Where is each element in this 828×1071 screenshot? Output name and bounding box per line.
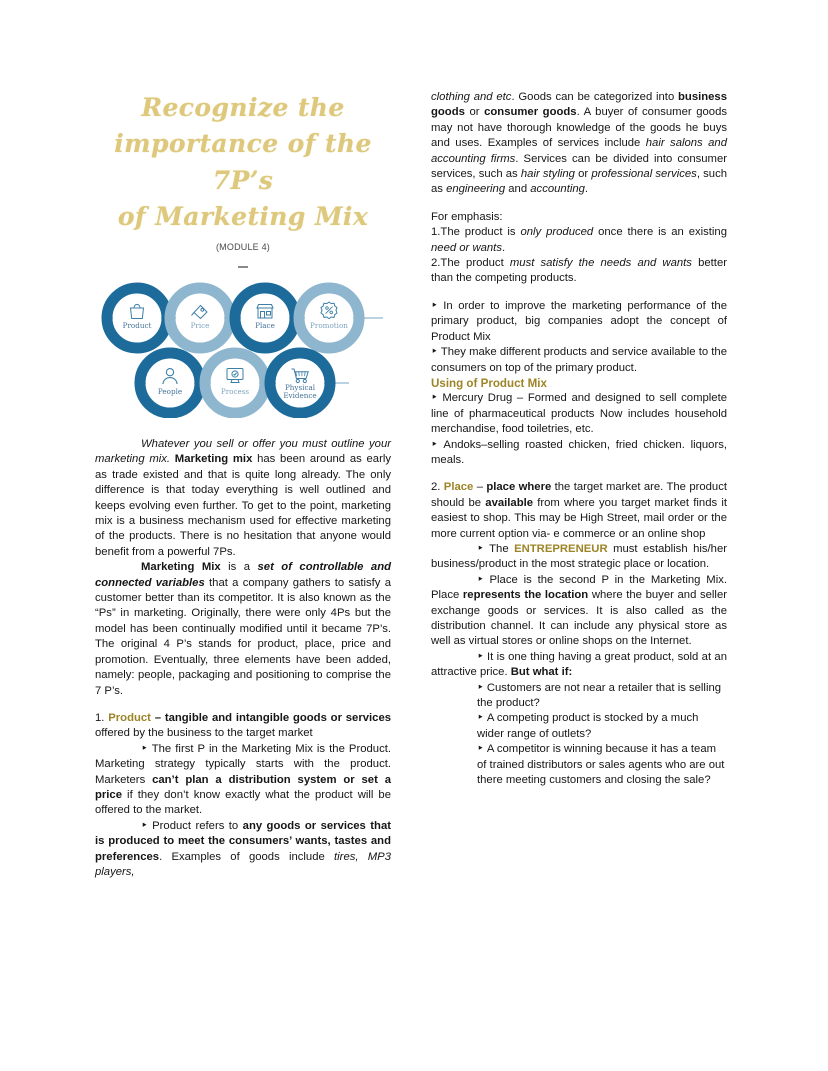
what-if-text-3: A competitor is winning because it has a team of trained distributors or sales agents who are out there meeting customers and closing the sale? <box>477 743 725 787</box>
emphasis-item-2 <box>431 256 727 287</box>
diagram-node-process <box>205 353 265 413</box>
paragraph-goods-services-continued <box>431 90 727 198</box>
for-emphasis-header: For emphasis: <box>431 210 503 223</box>
what-if-list <box>477 681 727 789</box>
cont-text-6: , such as <box>431 168 728 196</box>
bullet-andoks <box>431 438 727 469</box>
bullet2-bold: any goods or services that is produced to meet the consumers’ wants, tastes and preferences <box>95 819 391 863</box>
cont-text-3: . A buyer of consumer goods may not have thorough knowledge of the goods he buys and uses. Examples of services include <box>431 106 727 150</box>
arrow-bullet-icon: ‣ <box>477 712 487 725</box>
bullet-mercury-drug <box>431 391 727 437</box>
entrepreneur-pre: The <box>489 542 515 555</box>
section-heading-product <box>95 711 391 742</box>
emph2-post: better than the competing products. <box>431 257 727 285</box>
product-def-rest: offered by the business to the target market <box>95 727 313 740</box>
cont-text-5: or <box>574 168 592 181</box>
arrow-bullet-icon: ‣ <box>477 650 487 663</box>
diagram-label-promotion: Promotion <box>310 321 348 330</box>
what-if-text-1: Customers are not near a retailer that is selling the product? <box>477 681 722 710</box>
diagram-label-people: People <box>157 387 183 396</box>
intro-bold-term: Marketing mix <box>170 453 253 466</box>
title-line-1: Recognize the <box>141 93 345 122</box>
emph1-italic-1: only produced <box>520 226 594 239</box>
cont-italic-2: hair salons and accounting firms <box>431 137 727 165</box>
bullet-but-what-if <box>431 650 727 681</box>
mercury-drug-text: Mercury Drug – Formed and designed to sell complete line of pharmaceutical products Now includes household merchandise, food toiletries, etc. <box>431 392 727 436</box>
diagram-label-place: Place <box>255 321 275 330</box>
intro-rest: has been around as early as trade existed and that is quite long already. The only difference is that today everything is well outlined and keeps evolving even further. To get to the point, marketing mix is a business mechanism used for effective marketing of the products. There is no hesitation that anyone would benefit from a powerful 7Ps. <box>95 453 391 558</box>
cont-text-2: or <box>464 106 485 119</box>
diagram-label-process: Process <box>220 387 250 396</box>
arrow-bullet-icon: ‣ <box>431 392 443 405</box>
emph1-mid: once there is an existing <box>593 226 727 239</box>
arrow-bullet-icon: ‣ <box>477 743 487 756</box>
section-heading-place <box>431 480 727 542</box>
cont-bold-consumer-goods: consumer goods <box>484 106 577 119</box>
emph1-italic-2: need or wants <box>431 241 502 254</box>
arrow-bullet-icon: ‣ <box>477 681 487 694</box>
right-body-text <box>431 90 727 788</box>
title-line-2: importance of the 7P’s <box>114 129 372 195</box>
product-bold-def: tangible and intangible goods or services <box>164 711 392 724</box>
cont-italic-4: professional services <box>591 168 697 181</box>
place-text-2: from where you target market finds it easiest to shop. This may be High Street, mail order or the more current option via- e commerce or an online shop <box>431 496 727 540</box>
diagram-node-price <box>170 288 230 348</box>
cont-text-7: and <box>505 183 531 196</box>
bullet-top-text-2: They make different products and service available to the consumers on top of the primary product. <box>431 346 727 374</box>
bullet2-text-b: . Examples of goods include <box>159 850 335 863</box>
intro-italic-lead: Whatever you sell or offer you must outline your marketing mix. <box>95 438 391 466</box>
paragraph-marketing-mix-intro <box>95 437 391 560</box>
product-number: 1. <box>95 711 109 724</box>
bullet-product-mix-concept <box>431 299 727 345</box>
bullet2-text-a: Product refers to <box>152 819 243 832</box>
emph1-pre: 1.The product is <box>431 226 521 239</box>
bullet-bold-a: can’t plan a distribution system or set a price <box>95 773 392 801</box>
arrow-bullet-icon: ‣ <box>477 542 490 555</box>
what-if-item <box>477 742 727 788</box>
bullet-top-text-1: In order to improve the marketing performance of the primary product, big companies adopt the concept of Product Mix <box>431 299 727 343</box>
place-bold-2: available <box>485 496 534 509</box>
product-keyword: Product <box>108 711 151 724</box>
product-dash: – <box>150 711 165 724</box>
title-block <box>95 90 391 268</box>
cont-italic-1: clothing and etc <box>431 91 512 103</box>
heading-using-of-product-mix: Using of Product Mix <box>431 376 547 390</box>
diagram-node-product <box>107 288 167 348</box>
diagram-node-physical-evidence <box>270 353 330 413</box>
emph2-pre: 2.The product <box>431 257 510 270</box>
cont-italic-6: accounting <box>530 183 585 196</box>
diagram-label-product: Product <box>122 321 152 330</box>
left-body-text <box>95 437 391 880</box>
arrow-bullet-icon: ‣ <box>431 299 444 312</box>
place-text-1: the target market are. The product should be <box>431 481 728 509</box>
diagram-label-price: Price <box>190 321 210 330</box>
arrow-bullet-icon: ‣ <box>141 742 152 755</box>
cont-bold-business-goods: business goods <box>431 91 728 119</box>
left-column <box>95 90 391 971</box>
bullet-entrepreneur <box>431 542 727 573</box>
what-if-item <box>477 681 727 712</box>
definition-rest: that a company gathers to satisfy a customer better than its competitor. It is also known as the “Ps” in marketing. Originally, there were only 4Ps but the model has been continually modified until it became 7P’s. The original 4 P’s stands for product, place, price and promotion. Eventually, three elements have been added, namely: people, packaging and positioning to comprise the 7 P’s. <box>95 576 392 697</box>
what-if-item <box>477 711 727 742</box>
emphasis-item-1 <box>431 225 727 256</box>
emph1-post: . <box>501 241 506 254</box>
place2-bold: represents the location <box>462 589 589 602</box>
emph2-italic: must satisfy the needs and wants <box>509 257 692 270</box>
definition-connector: is a <box>220 561 258 574</box>
title-line-3: of Marketing Mix <box>117 201 369 231</box>
diagram-label-physical-evidence-line2: Evidence <box>283 391 317 400</box>
place3-text: It is one thing having a great product, sold at an attractive price. <box>431 650 727 679</box>
entrepreneur-keyword: ENTREPRENEUR <box>514 542 608 555</box>
place-bold-1: place where <box>486 481 552 494</box>
bullet-first-p-product <box>95 742 391 819</box>
place-dash: – <box>473 481 487 494</box>
place-number: 2. <box>431 481 444 494</box>
place-keyword: Place <box>443 481 474 494</box>
andoks-text: Andoks–selling roasted chicken, fried chicken. liquors, meals. <box>431 438 728 466</box>
cont-italic-5: engineering <box>446 183 506 196</box>
bullet-different-products <box>431 345 727 376</box>
module-subtitle: (MODULE 4) <box>215 242 270 252</box>
place2-text-1: Place is the second P in the Marketing Mix. Place <box>431 573 727 602</box>
diagram-node-place <box>235 288 295 348</box>
place3-bold: But what if: <box>510 666 573 679</box>
bullet-text-b: if they don’t know exactly what the product will be offered to the market. <box>95 788 391 817</box>
what-if-text-2: A competing product is stocked by a much wider range of outlets? <box>477 712 699 740</box>
bullet-text-a: The first P in the Marketing Mix is the Product. Marketing strategy typically starts with the product. Marketers <box>95 742 392 786</box>
arrow-bullet-icon: ‣ <box>477 573 490 586</box>
cont-italic-3: hair styling <box>520 168 575 181</box>
cont-text-1: . Goods can be categorized into <box>511 91 679 103</box>
arrow-bullet-icon: ‣ <box>431 438 444 451</box>
title-divider-dash <box>238 266 248 268</box>
diagram-node-promotion <box>299 288 359 348</box>
entrepreneur-post: must establish his/her business/product in the most strategic place or location. <box>431 542 727 571</box>
definition-term: Marketing Mix <box>141 561 221 574</box>
page-title <box>95 90 391 235</box>
bullet2-italic-examples: tires, MP3 players, <box>95 850 391 878</box>
cont-text-8: . <box>584 183 589 196</box>
right-column <box>431 90 727 971</box>
arrow-bullet-icon: ‣ <box>431 346 441 359</box>
diagram-label-physical-evidence-line1: Physical <box>284 383 316 392</box>
paragraph-marketing-mix-definition <box>95 560 391 699</box>
definition-bold-italic: set of controllable and connected variables <box>95 561 391 589</box>
place2-text-2: where the buyer and seller exchange goods or services. It is also called as the distribution channel. It can include any physical store as well as virtual stores or online shops on the Internet. <box>431 589 727 648</box>
diagram-node-people <box>140 353 200 413</box>
cont-text-4: . Services can be divided into consumer services, such as <box>431 152 728 181</box>
bullet-place-second-p <box>431 573 727 650</box>
arrow-bullet-icon: ‣ <box>141 819 153 832</box>
bullet-product-refers-to <box>95 819 391 881</box>
two-column-layout <box>95 90 733 971</box>
marketing-mix-diagram <box>95 278 391 418</box>
